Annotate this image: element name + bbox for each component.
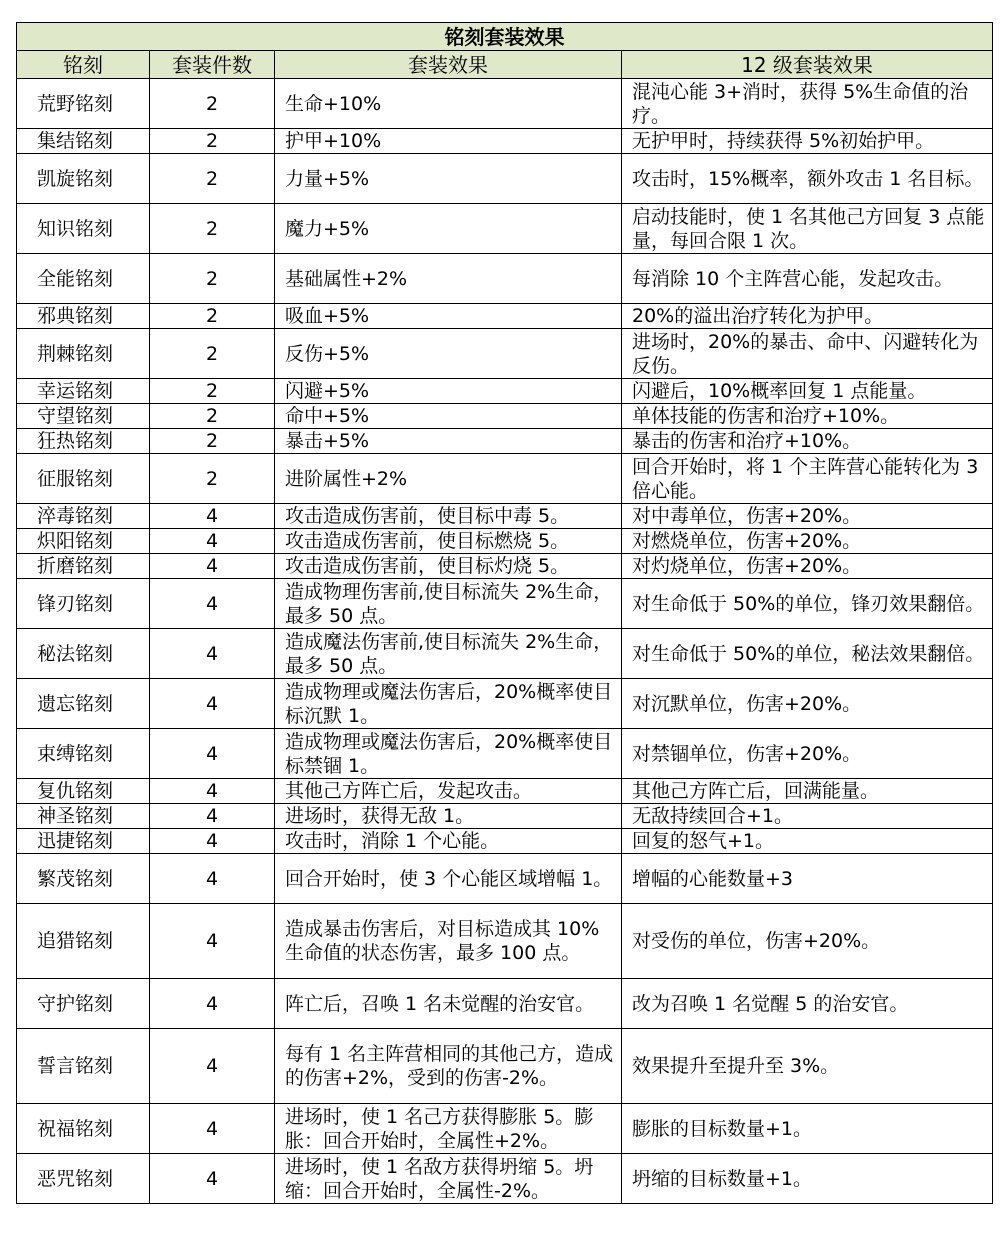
- cell-name: 邪典铭刻: [17, 304, 150, 329]
- cell-effect: 反伤+5%: [275, 329, 622, 379]
- cell-name: 守望铭刻: [17, 404, 150, 429]
- cell-effect: 其他己方阵亡后，发起攻击。: [275, 779, 622, 804]
- cell-effect12: 对沉默单位，伤害+20%。: [622, 679, 993, 729]
- table-row: [17, 79, 993, 129]
- table-title: 铭刻套装效果: [17, 23, 993, 51]
- table-row: [17, 854, 993, 904]
- cell-count: 2: [150, 454, 275, 504]
- cell-effect: 阵亡后，召唤 1 名未觉醒的治安官。: [275, 979, 622, 1029]
- cell-name: 恶咒铭刻: [17, 1154, 150, 1204]
- cell-effect: 攻击造成伤害前，使目标燃烧 5。: [275, 529, 622, 554]
- cell-count: 4: [150, 1029, 275, 1104]
- cell-name: 束缚铭刻: [17, 729, 150, 779]
- cell-name: 迅捷铭刻: [17, 829, 150, 854]
- cell-name: 狂热铭刻: [17, 429, 150, 454]
- cell-count: 2: [150, 329, 275, 379]
- cell-count: 4: [150, 529, 275, 554]
- table-row: [17, 529, 993, 554]
- cell-name: 锋刃铭刻: [17, 579, 150, 629]
- cell-effect: 进场时，使 1 名敌方获得坍缩 5。坍缩：回合开始时，全属性-2%。: [275, 1154, 622, 1204]
- table-row: [17, 304, 993, 329]
- cell-effect12: 无敌持续回合+1。: [622, 804, 993, 829]
- cell-effect12: 对受伤的单位，伤害+20%。: [622, 904, 993, 979]
- cell-count: 2: [150, 404, 275, 429]
- cell-effect: 攻击造成伤害前，使目标灼烧 5。: [275, 554, 622, 579]
- cell-effect12: 进场时，20%的暴击、命中、闪避转化为反伤。: [622, 329, 993, 379]
- cell-count: 4: [150, 904, 275, 979]
- cell-name: 荒野铭刻: [17, 79, 150, 129]
- cell-name: 繁茂铭刻: [17, 854, 150, 904]
- table-row: [17, 254, 993, 304]
- cell-effect12: 对燃烧单位，伤害+20%。: [622, 529, 993, 554]
- cell-name: 折磨铭刻: [17, 554, 150, 579]
- table-row: [17, 379, 993, 404]
- cell-count: 2: [150, 254, 275, 304]
- cell-effect: 造成物理伤害前,使目标流失 2%生命，最多 50 点。: [275, 579, 622, 629]
- cell-effect: 进场时，使 1 名己方获得膨胀 5。膨胀：回合开始时，全属性+2%。: [275, 1104, 622, 1154]
- cell-count: 2: [150, 79, 275, 129]
- cell-name: 守护铭刻: [17, 979, 150, 1029]
- cell-count: 4: [150, 579, 275, 629]
- table-row: [17, 579, 993, 629]
- table-body: [17, 79, 993, 1204]
- cell-count: 2: [150, 304, 275, 329]
- cell-name: 幸运铭刻: [17, 379, 150, 404]
- cell-effect: 造成魔法伤害前,使目标流失 2%生命，最多 50 点。: [275, 629, 622, 679]
- cell-effect12: 效果提升至提升至 3%。: [622, 1029, 993, 1104]
- table-row: [17, 679, 993, 729]
- cell-count: 4: [150, 1104, 275, 1154]
- cell-effect12: 膨胀的目标数量+1。: [622, 1104, 993, 1154]
- cell-name: 全能铭刻: [17, 254, 150, 304]
- cell-name: 荆棘铭刻: [17, 329, 150, 379]
- table-row: [17, 554, 993, 579]
- cell-effect: 魔力+5%: [275, 204, 622, 254]
- header-effect: 套装效果: [275, 51, 622, 79]
- cell-count: 4: [150, 979, 275, 1029]
- table-row: [17, 1104, 993, 1154]
- cell-count: 4: [150, 804, 275, 829]
- cell-name: 复仇铭刻: [17, 779, 150, 804]
- cell-effect12: 坍缩的目标数量+1。: [622, 1154, 993, 1204]
- cell-effect: 攻击时，消除 1 个心能。: [275, 829, 622, 854]
- cell-effect12: 对生命低于 50%的单位，秘法效果翻倍。: [622, 629, 993, 679]
- table-row: [17, 979, 993, 1029]
- cell-count: 4: [150, 829, 275, 854]
- table-row: [17, 329, 993, 379]
- cell-count: 4: [150, 854, 275, 904]
- cell-count: 4: [150, 729, 275, 779]
- cell-effect: 攻击造成伤害前，使目标中毒 5。: [275, 504, 622, 529]
- cell-effect: 回合开始时，使 3 个心能区域增幅 1。: [275, 854, 622, 904]
- cell-effect12: 对生命低于 50%的单位，锋刃效果翻倍。: [622, 579, 993, 629]
- cell-name: 神圣铭刻: [17, 804, 150, 829]
- cell-count: 2: [150, 129, 275, 154]
- table-row: [17, 804, 993, 829]
- cell-effect: 护甲+10%: [275, 129, 622, 154]
- table-row: [17, 454, 993, 504]
- header-count: 套装件数: [150, 51, 275, 79]
- cell-count: 4: [150, 679, 275, 729]
- cell-effect: 进场时，获得无敌 1。: [275, 804, 622, 829]
- cell-name: 遗忘铭刻: [17, 679, 150, 729]
- table-row: [17, 1154, 993, 1204]
- cell-effect12: 增幅的心能数量+3: [622, 854, 993, 904]
- cell-effect12: 闪避后，10%概率回复 1 点能量。: [622, 379, 993, 404]
- cell-count: 4: [150, 504, 275, 529]
- cell-effect: 进阶属性+2%: [275, 454, 622, 504]
- cell-effect12: 20%的溢出治疗转化为护甲。: [622, 304, 993, 329]
- table-row: [17, 129, 993, 154]
- cell-effect12: 单体技能的伤害和治疗+10%。: [622, 404, 993, 429]
- cell-effect12: 无护甲时，持续获得 5%初始护甲。: [622, 129, 993, 154]
- cell-effect: 命中+5%: [275, 404, 622, 429]
- cell-name: 炽阳铭刻: [17, 529, 150, 554]
- cell-count: 4: [150, 1154, 275, 1204]
- cell-effect: 吸血+5%: [275, 304, 622, 329]
- table-row: [17, 429, 993, 454]
- cell-count: 2: [150, 379, 275, 404]
- cell-effect: 造成物理或魔法伤害后，20%概率使目标禁锢 1。: [275, 729, 622, 779]
- cell-effect12: 改为召唤 1 名觉醒 5 的治安官。: [622, 979, 993, 1029]
- cell-count: 4: [150, 554, 275, 579]
- table-row: [17, 404, 993, 429]
- cell-count: 4: [150, 629, 275, 679]
- cell-name: 誓言铭刻: [17, 1029, 150, 1104]
- table-row: [17, 154, 993, 204]
- cell-effect: 闪避+5%: [275, 379, 622, 404]
- table-row: [17, 779, 993, 804]
- cell-effect12: 回复的怒气+1。: [622, 829, 993, 854]
- cell-effect12: 攻击时，15%概率，额外攻击 1 名目标。: [622, 154, 993, 204]
- header-effect12: 12 级套装效果: [622, 51, 993, 79]
- table-row: [17, 1029, 993, 1104]
- cell-effect: 力量+5%: [275, 154, 622, 204]
- table-row: [17, 904, 993, 979]
- table-row: [17, 829, 993, 854]
- cell-name: 征服铭刻: [17, 454, 150, 504]
- cell-effect: 造成暴击伤害后，对目标造成其 10%生命值的状态伤害，最多 100 点。: [275, 904, 622, 979]
- table-row: [17, 729, 993, 779]
- header-name: 铭刻: [17, 51, 150, 79]
- cell-effect12: 回合开始时，将 1 个主阵营心能转化为 3 倍心能。: [622, 454, 993, 504]
- table-row: [17, 629, 993, 679]
- cell-count: 4: [150, 779, 275, 804]
- table-row: [17, 204, 993, 254]
- cell-name: 淬毒铭刻: [17, 504, 150, 529]
- cell-effect: 生命+10%: [275, 79, 622, 129]
- cell-effect: 暴击+5%: [275, 429, 622, 454]
- cell-effect12: 启动技能时，使 1 名其他己方回复 3 点能量，每回合限 1 次。: [622, 204, 993, 254]
- cell-effect12: 对禁锢单位，伤害+20%。: [622, 729, 993, 779]
- table-title-row: [17, 23, 993, 51]
- cell-effect12: 对灼烧单位，伤害+20%。: [622, 554, 993, 579]
- set-effects-table-container: [16, 22, 993, 1204]
- table-row: [17, 504, 993, 529]
- cell-name: 秘法铭刻: [17, 629, 150, 679]
- cell-effect12: 混沌心能 3+消时，获得 5%生命值的治疗。: [622, 79, 993, 129]
- cell-name: 集结铭刻: [17, 129, 150, 154]
- cell-name: 知识铭刻: [17, 204, 150, 254]
- cell-count: 2: [150, 204, 275, 254]
- cell-effect12: 对中毒单位，伤害+20%。: [622, 504, 993, 529]
- cell-effect: 造成物理或魔法伤害后，20%概率使目标沉默 1。: [275, 679, 622, 729]
- cell-effect: 基础属性+2%: [275, 254, 622, 304]
- set-effects-table: [16, 22, 993, 1204]
- cell-effect12: 暴击的伤害和治疗+10%。: [622, 429, 993, 454]
- cell-count: 2: [150, 154, 275, 204]
- table-header-row: [17, 51, 993, 79]
- cell-name: 祝福铭刻: [17, 1104, 150, 1154]
- cell-count: 2: [150, 429, 275, 454]
- cell-effect12: 每消除 10 个主阵营心能，发起攻击。: [622, 254, 993, 304]
- cell-effect12: 其他己方阵亡后，回满能量。: [622, 779, 993, 804]
- cell-effect: 每有 1 名主阵营相同的其他己方，造成的伤害+2%，受到的伤害-2%。: [275, 1029, 622, 1104]
- cell-name: 追猎铭刻: [17, 904, 150, 979]
- cell-name: 凯旋铭刻: [17, 154, 150, 204]
